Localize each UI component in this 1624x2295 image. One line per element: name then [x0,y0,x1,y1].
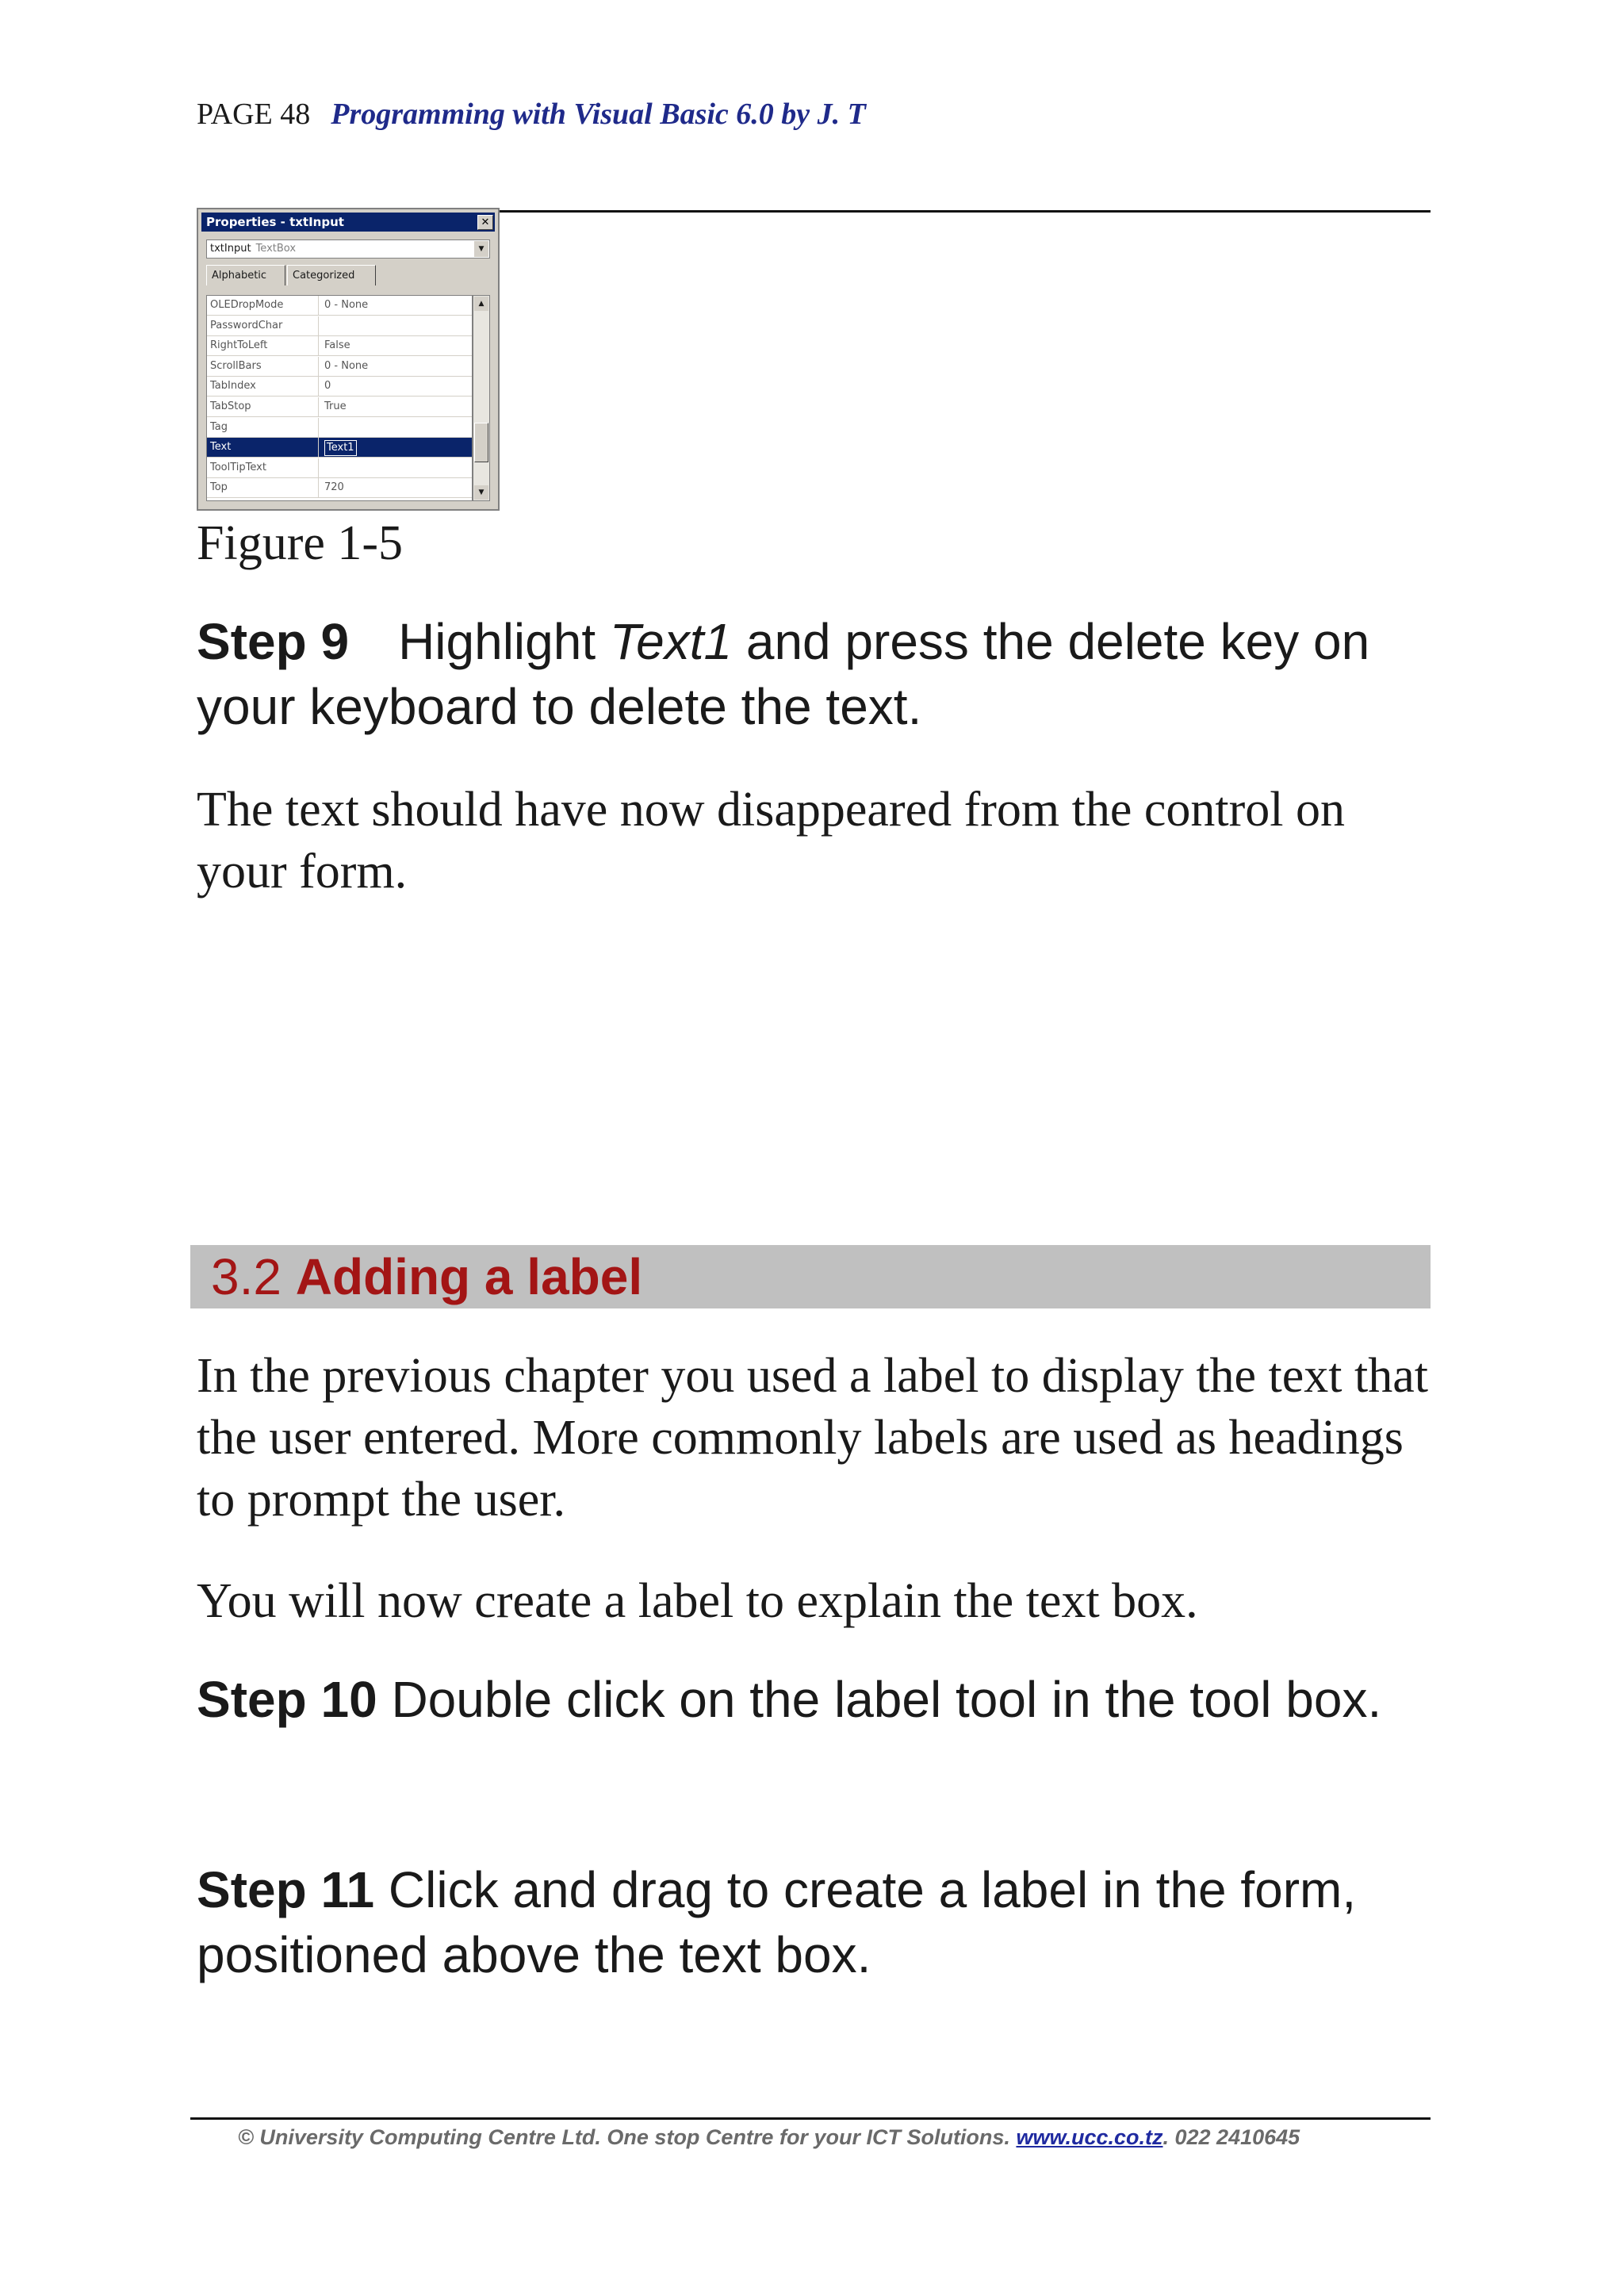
step-11 [197,1857,1434,1987]
column-divider [318,478,319,498]
section-number: 3.2 [211,1248,282,1305]
property-row[interactable] [207,357,472,377]
book-title: Programming with Visual Basic 6.0 by J. T [331,98,866,131]
paragraph: You will now create a label to explain the text box. [197,1574,1198,1628]
scroll-thumb[interactable] [474,423,488,462]
step-label: Step 9 [197,613,350,670]
property-name: RightToLeft [210,339,268,352]
step-9 [197,609,1434,739]
footer-phone: . 022 2410645 [1162,2125,1300,2149]
property-name: Top [210,481,228,494]
property-value[interactable]: 0 - None [324,299,369,311]
footer-copyright: © University Computing Centre Ltd. One stop Centre for your ICT Solutions. [238,2125,1017,2149]
step-text: Highlight [398,613,610,670]
step-text: Double click on the label tool in the tool box. [391,1671,1382,1728]
column-divider [318,316,319,336]
properties-titlebar [201,213,495,232]
tab-alphabetic[interactable]: Alphabetic [206,265,285,285]
property-value[interactable]: 0 - None [324,359,369,372]
paragraph: The text should have now disappeared from the control on your form. [197,783,1345,898]
property-name: TabIndex [210,380,256,393]
section-heading [211,1247,642,1307]
property-value[interactable]: 0 [324,380,331,393]
column-divider [318,397,319,417]
property-row[interactable] [207,458,472,478]
property-row[interactable] [207,377,472,397]
property-row[interactable] [207,336,472,356]
property-name: OLEDropMode [210,299,284,311]
column-divider [318,438,319,458]
object-selector[interactable] [206,239,490,259]
property-row[interactable] [207,296,472,316]
property-value[interactable]: False [324,339,350,352]
scroll-down-icon[interactable]: ▼ [474,485,488,500]
property-row[interactable] [207,418,472,438]
property-value[interactable]: True [324,400,347,412]
property-scrollbar[interactable] [473,295,490,501]
step-10 [197,1667,1434,1732]
property-name: ToolTipText [210,461,266,473]
property-name: TabStop [210,400,251,412]
property-grid [206,295,473,501]
step-text-continued: and press the delete key on your keyboard to delete the text. [197,613,1370,735]
scroll-up-icon[interactable]: ▲ [474,297,488,311]
properties-window [197,208,500,511]
close-icon[interactable]: ✕ [477,215,493,230]
property-row[interactable] [207,478,472,498]
page-footer [238,2125,1300,2150]
paragraph: In the previous chapter you used a label to display the text that the user entered. More commonly labels are used as headings to prompt the user. [197,1349,1428,1527]
column-divider [318,336,319,356]
page-header [197,97,866,132]
page-number: PAGE 48 [197,98,311,131]
property-row[interactable] [207,438,472,458]
tab-categorized[interactable]: Categorized [287,265,376,285]
column-divider [318,296,319,316]
column-divider [318,357,319,377]
header-rule [500,210,1431,213]
footer-rule [190,2117,1431,2120]
property-name: ScrollBars [210,359,262,372]
figure-caption: Figure 1-5 [197,516,404,570]
properties-title: Properties - txtInput [206,215,344,229]
chevron-down-icon[interactable]: ▼ [474,241,488,257]
property-name: Text [210,441,232,454]
step-text: Click and drag to create a label in the form, positioned above the text box. [197,1861,1357,1983]
property-value[interactable]: 720 [324,481,344,494]
step-label: Step 11 [197,1861,375,1918]
object-name: txtInput [210,243,251,255]
property-row[interactable] [207,316,472,336]
column-divider [318,458,319,478]
step-label: Step 10 [197,1671,377,1728]
column-divider [318,377,319,397]
column-divider [318,418,319,438]
property-name: Tag [210,420,228,433]
object-type: TextBox [255,243,297,255]
footer-link[interactable]: www.ucc.co.tz [1016,2125,1163,2149]
step-emphasis: Text1 [609,613,733,670]
section-title: Adding a label [295,1248,643,1305]
property-value[interactable]: Text1 [324,440,357,456]
property-row[interactable] [207,397,472,417]
property-name: PasswordChar [210,319,283,331]
